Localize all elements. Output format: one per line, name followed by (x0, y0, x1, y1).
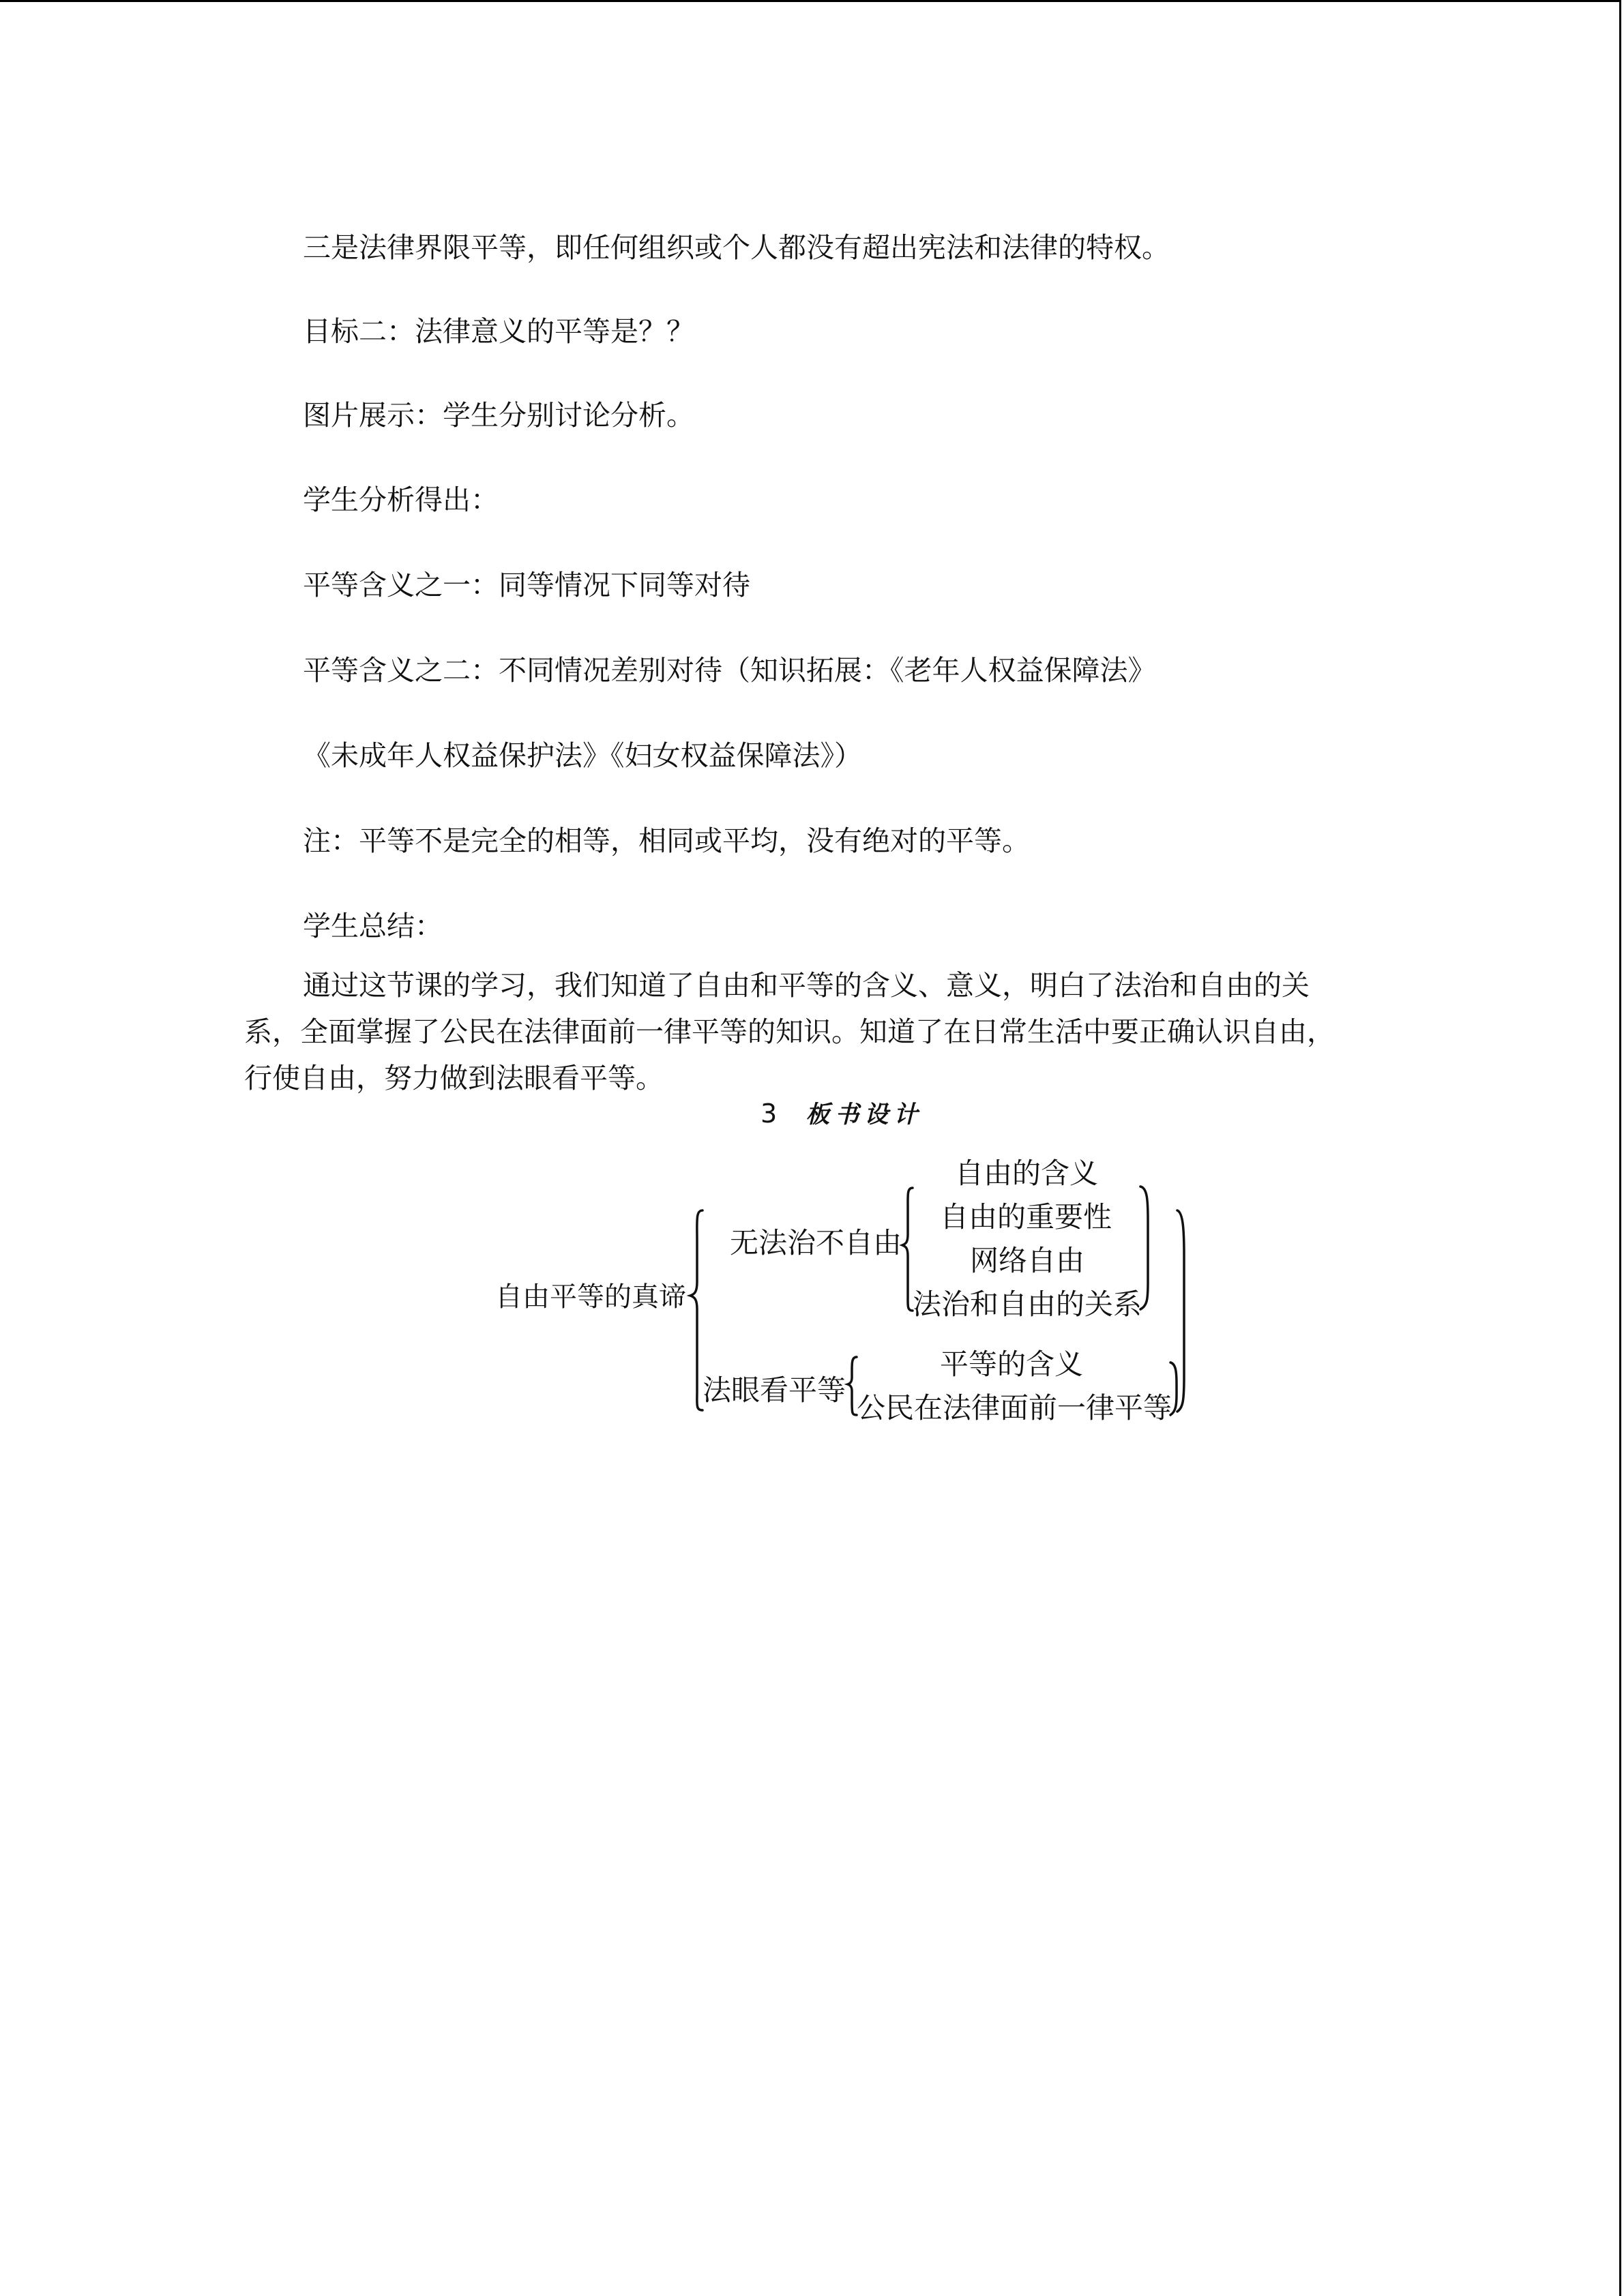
branch2-left-brace (848, 1357, 857, 1415)
board-branch1-item-4: 法治和自由的关系 (913, 1287, 1142, 1321)
board-branch1-item-2: 自由的重要性 (940, 1200, 1112, 1234)
text-line-4: 学生分析得出： (303, 483, 499, 516)
section-title: 板书设计 (806, 1101, 924, 1129)
board-root: 自由平等的真谛 (495, 1281, 686, 1313)
branch1-right-brace (1140, 1187, 1148, 1309)
text-line-8: 注：平等不是完全的相等，相同或平均，没有绝对的平等。 (303, 824, 1030, 857)
text-line-3: 图片展示：学生分别讨论分析。 (303, 399, 694, 432)
branch2-right-brace (1170, 1362, 1177, 1415)
board-branch2-item-1: 平等的含义 (940, 1347, 1084, 1381)
text-line-5: 平等含义之一：同等情况下同等对待 (303, 569, 750, 601)
branch1-left-brace (902, 1188, 913, 1311)
board-branch1-item-1: 自由的含义 (955, 1157, 1099, 1190)
board-branch1-label: 无法治不自由 (730, 1226, 902, 1259)
outer-right-brace (1177, 1210, 1184, 1412)
board-branch1-item-3: 网络自由 (970, 1244, 1085, 1277)
summary-line-2: 系，全面掌握了公民在法律面前一律平等的知识。知道了在日常生活中要正确认识自由， (244, 1015, 1335, 1048)
text-line-9: 学生总结： (303, 910, 443, 942)
root-left-brace (690, 1210, 703, 1410)
board-branch2-item-2: 公民在法律面前一律平等 (857, 1391, 1172, 1425)
text-line-1: 三是法律界限平等，即任何组织或个人都没有超出宪法和法律的特权。 (303, 231, 1170, 264)
section-number: 3 (761, 1099, 778, 1129)
summary-line-1: 通过这节课的学习，我们知道了自由和平等的含义、意义，明白了法治和自由的关 (303, 969, 1310, 1002)
board-branch2-label: 法眼看平等 (703, 1373, 846, 1407)
text-line-7: 《未成年人权益保护法》《妇女权益保障法》） (303, 739, 862, 772)
text-line-2: 目标二：法律意义的平等是？？ (303, 315, 694, 348)
summary-line-3: 行使自由，努力做到法眼看平等。 (244, 1062, 664, 1094)
text-line-6: 平等含义之二：不同情况差别对待（知识拓展：《老年人权益保障法》 (303, 654, 1156, 687)
